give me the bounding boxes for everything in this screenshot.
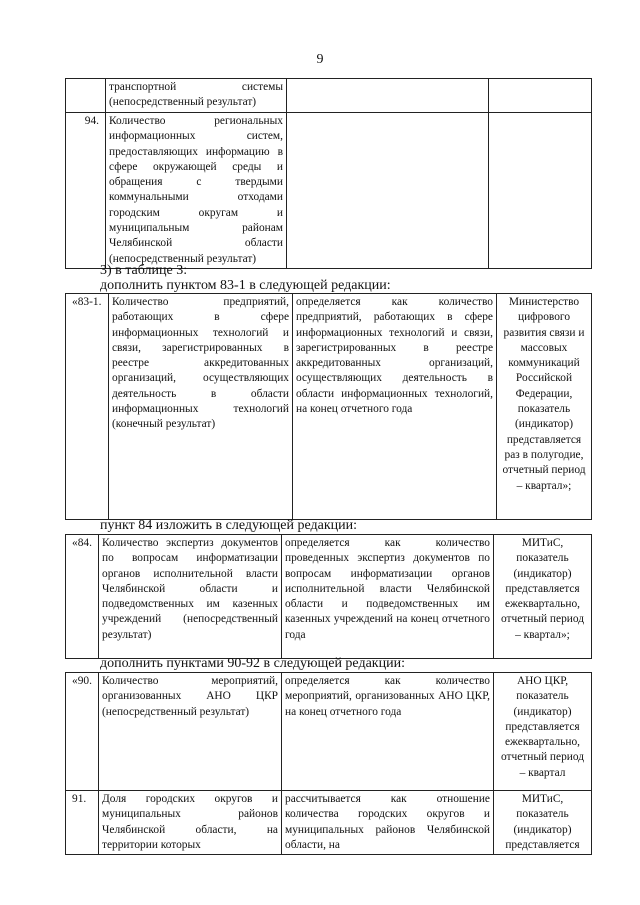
row-number: «90. [66,673,99,791]
responsible-note: МИТиС, показатель (индикатор) представляется ежеквартально, отчетный период – квартал»; [494,535,592,659]
empty-cell [489,79,592,113]
heading-point-83-1: дополнить пунктом 83-1 в следующей редакции: [100,278,391,293]
empty-cell [489,113,592,269]
table-84 [65,534,592,659]
indicator-description: Доля городских округов и муниципальных районов Челябинской области, на территории которых [99,791,282,855]
table-90-92 [65,672,592,855]
table-top [65,78,592,269]
row-number: 94. [66,113,106,269]
page-number: 9 [316,52,324,67]
row-number [66,79,106,113]
table-row [66,673,592,791]
indicator-description: транспортной системы (непосредственный результат) [106,79,287,113]
indicator-description: Количество региональных информационных систем, предоставляющих информацию в сфере окружающей среды и обращения с твердыми коммунальными отходами городским округам и муниципальным районам Челябинской области (непосредственный результат) [106,113,287,269]
calculation-method: определяется как количество предприятий, работающих в сфере информационных технологий и связи, зарегистрированных в реестре аккредитованных организаций, осуществляющих деятельность в области информационных технологий, на конец отчетного года [293,294,497,520]
heading-points-90-92: дополнить пунктами 90-92 в следующей редакции: [100,656,405,671]
table-row [66,535,592,659]
calculation-method: определяется как количество проведенных экспертиз документов по вопросам информатизации органов исполнительной власти Челябинской области и подведомственных им казенных учреждений на конец отчетного года [282,535,494,659]
table-row [66,791,592,855]
section-heading-table3: 3) в таблице 3: [100,263,188,278]
indicator-description: Количество мероприятий, организованных АНО ЦКР (непосредственный результат) [99,673,282,791]
responsible-note: МИТиС, показатель (индикатор) представляется [494,791,592,855]
table-83-1 [65,293,592,520]
indicator-description: Количество предприятий, работающих в сфере информационных технологий и связи, зарегистрированных в реестре аккредитованных организаций, осуществляющих деятельность в области информационных технологий (конечный результат) [109,294,293,520]
row-number: «84. [66,535,99,659]
responsible-note: Министерство цифрового развития связи и массовых коммуникаций Российской Федерации, показатель (индикатор) представляется раз в полугодие, отчетный период – квартал»; [497,294,592,520]
heading-point-84: пункт 84 изложить в следующей редакции: [100,518,357,533]
calculation-method: определяется как количество мероприятий, организованных АНО ЦКР, на конец отчетного года [282,673,494,791]
row-number: 91. [66,791,99,855]
table-row [66,113,592,269]
empty-cell [287,79,489,113]
table-row [66,79,592,113]
empty-cell [287,113,489,269]
table-row [66,294,592,520]
calculation-method: рассчитывается как отношение количества городских округов и муниципальных районов Челябинской области, на [282,791,494,855]
responsible-note: АНО ЦКР, показатель (индикатор) представляется ежеквартально, отчетный период – квартал [494,673,592,791]
indicator-description: Количество экспертиз документов по вопросам информатизации органов исполнительной власти Челябинской области и подведомственных им казенных учреждений (непосредственный результат) [99,535,282,659]
row-number: «83-1. [66,294,109,520]
